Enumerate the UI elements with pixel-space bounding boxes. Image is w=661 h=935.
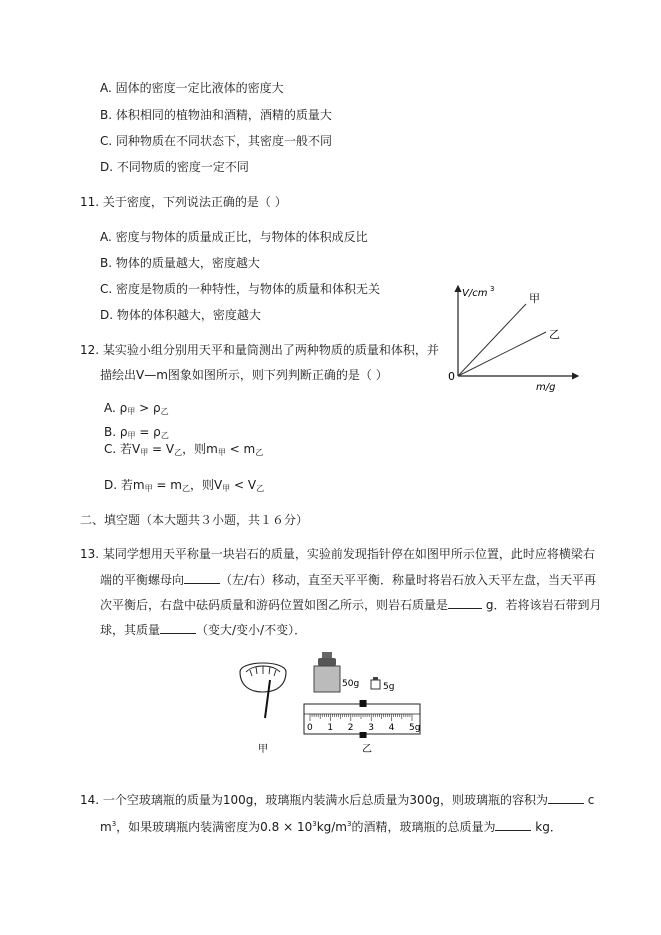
q13-line4a: 球，其质量 (100, 623, 161, 637)
line-yi (458, 332, 546, 376)
q13-blank-direction[interactable] (184, 571, 220, 584)
section-title-fill-blank: 二、填空题（本大题共３小题，共１６分） (80, 513, 309, 527)
q11-option-c: C. 密度是物质的一种特性，与物体的质量和体积无关 (100, 282, 381, 296)
q14-line2-sup: 3 (111, 820, 117, 828)
q10-option-a: A. 固体的密度一定比液体的密度大 (100, 81, 284, 95)
q14-blank-total-mass[interactable] (495, 818, 531, 831)
q14-line1a: 14. 一个空玻璃瓶的质量为100g，玻璃瓶内装满水后总质量为300g，则玻璃瓶的容积为 (80, 793, 548, 807)
q14-line2d: 的酒精，玻璃瓶的总质量为 (351, 820, 496, 834)
q14-line2-sup2: 3 (312, 820, 317, 828)
q13-blank-mass[interactable] (448, 596, 482, 609)
scale-tick-label: 5g (409, 723, 421, 733)
q12-b-op: = ρ (135, 425, 161, 439)
q12-c-pre: C. 若V (104, 442, 141, 456)
q14-line1b: c (583, 793, 595, 807)
q13-figure (236, 646, 432, 758)
q12-b-prefix: B. (104, 425, 120, 439)
q12-a-op: > ρ (135, 401, 161, 415)
scale-tick-label: 4 (388, 723, 395, 733)
scale-tick-label: 1 (327, 723, 334, 733)
figure-label-jia: 甲 (258, 744, 268, 755)
q14-line2 (100, 816, 562, 835)
q12-d-sub2: 乙 (181, 484, 190, 493)
q12-c-sub2: 乙 (174, 448, 183, 457)
q12-a-rho: ρ (119, 401, 128, 415)
scale-tick-label: 2 (347, 723, 354, 733)
rider-top (360, 700, 367, 707)
q13-line1: 13. 某同学想用天平称量一块岩石的质量，实验前发现指针停在如图甲所示位置，此时应将横梁右 (80, 547, 595, 561)
q12-a-sub1: 甲 (127, 407, 136, 416)
line-label-jia: 甲 (529, 292, 540, 305)
q10-option-d: D. 不同物质的密度一定不同 (100, 160, 249, 174)
q13-blank-moon[interactable] (160, 621, 196, 634)
weight-50g (314, 652, 340, 692)
q13-line3b: g．若将该岩石带到月 (482, 598, 602, 612)
q14-line2e: kg． (531, 820, 562, 834)
q12-d-pre: D. 若m (104, 478, 145, 492)
q11-option-b: B. 物体的质量越大，密度越大 (100, 256, 260, 270)
q13-line2a: 端的平衡螺母向 (100, 573, 185, 587)
v-m-graph (438, 280, 584, 396)
q12-b-rho: ρ (119, 425, 128, 439)
weight-5g (371, 677, 380, 689)
q12-d-mid2: ，则V (189, 478, 223, 492)
q13-line2b: （左/右）移动，直至天平平衡．称量时将岩石放入天平左盘，当天平再 (220, 573, 597, 587)
q12-stem-line1: 12. 某实验小组分别用天平和量筒测出了两种物质的质量和体积，并 (80, 343, 439, 357)
q12-d-sub3: 甲 (222, 484, 231, 493)
q13-line2 (100, 571, 596, 588)
q11-option-a: A. 密度与物体的质量成正比，与物体的体积成反比 (100, 230, 368, 244)
figure-label-yi: 乙 (362, 744, 372, 755)
scale-ticks (310, 714, 412, 721)
origin-label: 0 (448, 370, 455, 383)
scale-tick-label: 3 (368, 723, 374, 733)
q13-line3a: 次平衡后，右盘中砝码质量和游码位置如图乙所示，则岩石质量是 (100, 598, 449, 612)
q12-c-sub1: 甲 (140, 448, 149, 457)
q11-option-d: D. 物体的体积越大，密度越大 (100, 308, 261, 322)
q14-line2a: m (100, 820, 112, 834)
q12-c-mid: = V (148, 442, 175, 456)
q13-line4b: （变大/变小/不变）． (196, 623, 307, 637)
q12-option-c (104, 441, 263, 461)
q13-line4 (100, 621, 306, 638)
q12-c-sub4: 乙 (255, 448, 264, 457)
q14-line2-sup3: 3 (347, 820, 352, 828)
q12-c-op: < m (225, 442, 256, 456)
balance-pointer-dial (240, 663, 286, 718)
q12-a-sub2: 乙 (160, 407, 169, 416)
q12-d-mid: = m (152, 478, 182, 492)
q12-c-sub3: 甲 (217, 448, 226, 457)
line-label-yi: 乙 (549, 328, 560, 341)
q12-d-sub1: 甲 (144, 484, 153, 493)
q10-option-c: C. 同种物质在不同状态下，其密度一般不同 (100, 134, 333, 148)
q12-b-sub2: 乙 (160, 431, 169, 440)
q12-c-mid2: ，则m (182, 442, 218, 456)
q12-a-prefix: A. (104, 401, 120, 415)
y-axis-label-sup: 3 (490, 285, 495, 293)
q14-line1 (80, 791, 594, 808)
q14-line2c: kg/m (316, 820, 347, 834)
rider-scale (304, 700, 420, 738)
q14-blank-volume[interactable] (548, 791, 584, 804)
q12-stem-line2: 描绘出V—m图象如图所示，则下列判断正确的是（ ） (100, 368, 388, 382)
scale-tick-label: 0 (307, 723, 313, 733)
q12-option-d (104, 477, 264, 497)
q12-option-a (104, 400, 169, 420)
y-axis-label: V/cm (462, 288, 488, 299)
weight-small-label: 5g (383, 682, 395, 692)
x-axis-label: m/g (536, 382, 556, 393)
rider-bottom (360, 732, 367, 738)
q12-d-sub4: 乙 (256, 484, 265, 493)
q11-stem: 11. 关于密度，下列说法正确的是（ ） (80, 195, 287, 209)
line-jia (458, 304, 526, 376)
q12-b-sub1: 甲 (127, 431, 136, 440)
q13-line3 (100, 596, 601, 613)
scale-tick-labels (307, 723, 420, 733)
q14-line2b: ，如果玻璃瓶内装满密度为0.8 × 10 (116, 820, 313, 834)
q10-option-b: B. 体积相同的植物油和酒精，酒精的质量大 (100, 108, 332, 122)
q12-d-op: < V (230, 478, 257, 492)
weight-large-label: 50g (342, 679, 360, 689)
balance-pointer (265, 680, 270, 718)
